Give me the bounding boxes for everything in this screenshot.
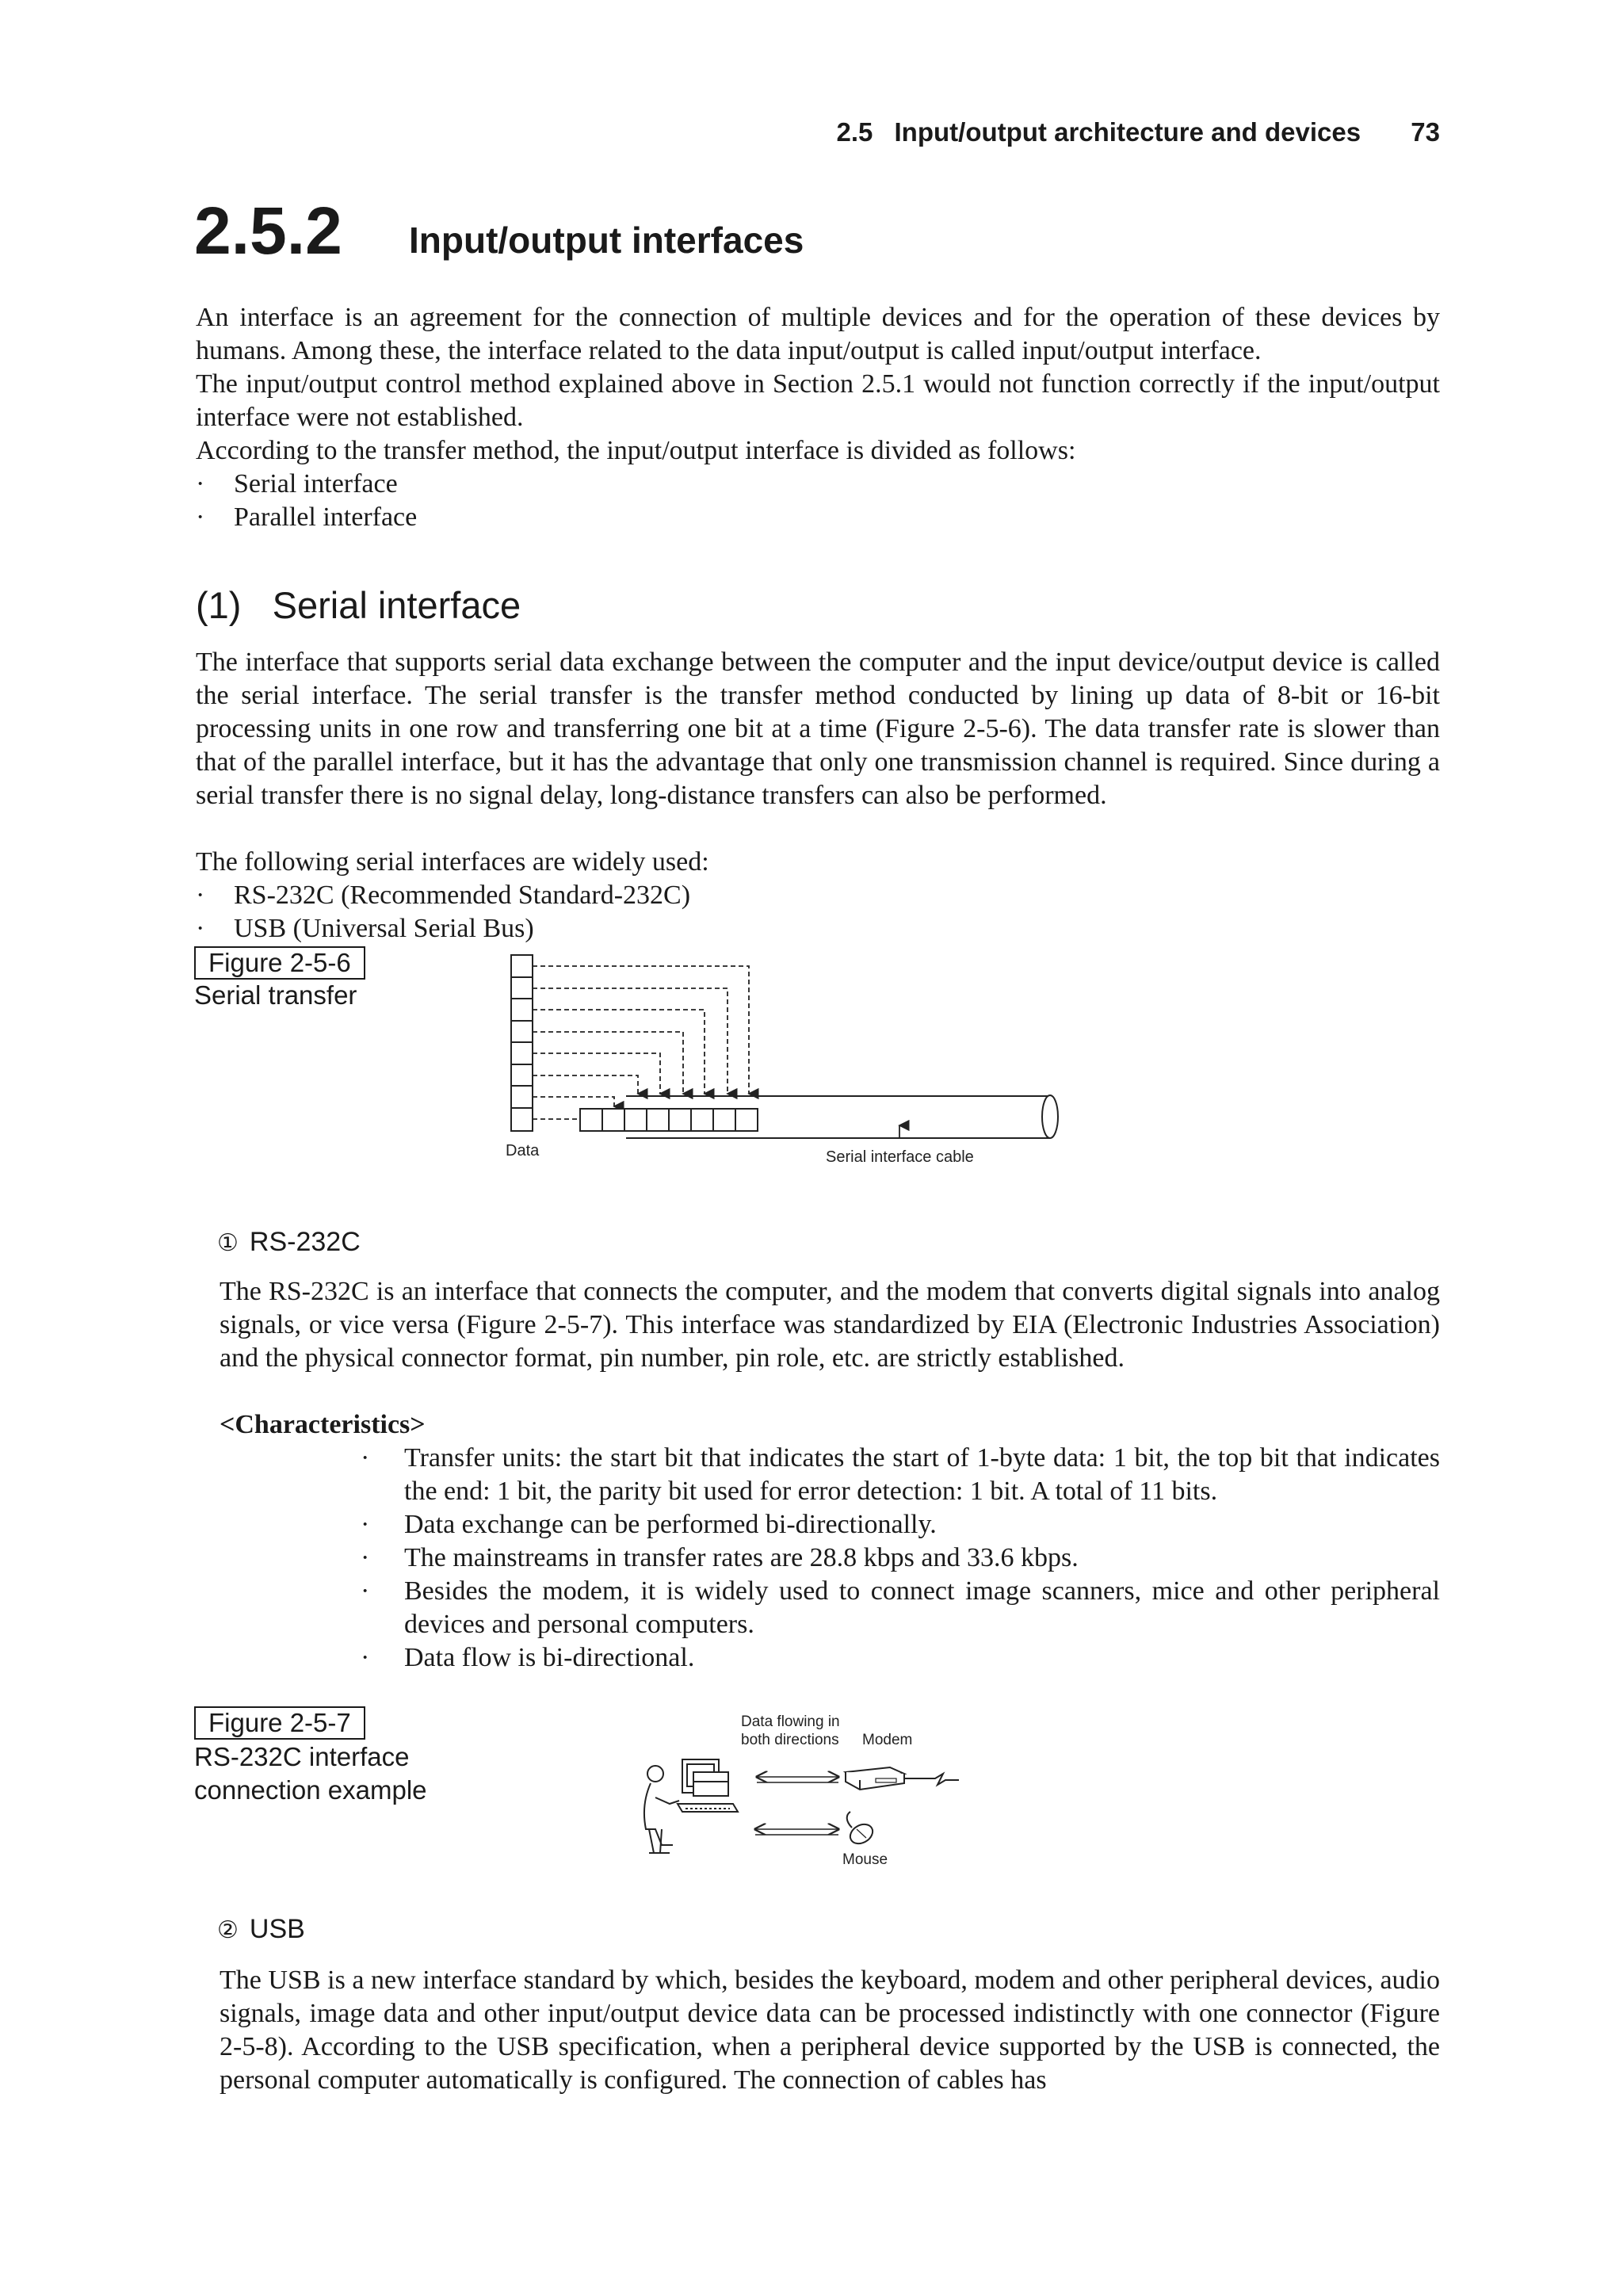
list-item: · Data exchange can be performed bi-directionally. [361, 1508, 1440, 1541]
flow-label-line-1: Data flowing in [741, 1713, 840, 1730]
running-header-section: 2.5 [836, 117, 873, 147]
figure-label: Figure 2-5-6 [194, 946, 365, 980]
list-item: · Parallel interface [196, 501, 417, 534]
page-number: 73 [1411, 117, 1440, 147]
list-item: · USB (Universal Serial Bus) [196, 912, 534, 946]
bullet-dot: · [196, 502, 205, 532]
bullet-dot: · [361, 1543, 370, 1572]
modem-icon [846, 1767, 904, 1790]
phone-line-icon [904, 1774, 959, 1785]
characteristics-list [361, 1442, 1440, 1675]
serial-paragraph-2: The following serial interfaces are widely used: [196, 847, 709, 877]
figure-caption-line-1: RS-232C interface [194, 1742, 410, 1771]
list-item: · The mainstreams in transfer rates are 28.8 kbps and 33.6 kbps. [361, 1541, 1440, 1575]
cable-label: Serial interface cable [826, 1148, 974, 1166]
mouse-icon [847, 1812, 876, 1847]
modem-label: Modem [862, 1732, 913, 1748]
item-heading-usb: ② USB [217, 1914, 305, 1944]
subsection-heading: (1) Serial interface [196, 584, 521, 626]
bullet-dot: · [361, 1643, 370, 1672]
serial-transfer-diagram [499, 951, 1070, 1173]
running-header [808, 117, 1440, 147]
characteristics-heading: <Characteristics> [220, 1410, 426, 1439]
bit-cells [580, 1109, 758, 1131]
intro-paragraph-3: According to the transfer method, the input/output interface is divided as follows: [196, 436, 1076, 465]
bullet-dot: · [361, 1443, 370, 1473]
data-register [511, 955, 533, 1131]
intro-paragraph-2: The input/output control method explained above in Section 2.5.1 would not function correctly if the input/output interface were not established. [196, 369, 1440, 432]
intro-paragraph-1: An interface is an agreement for the connection of multiple devices and for the operation of these devices by humans. Among these, the interface related to the data input/output is called input/output interface. [196, 303, 1440, 365]
user-at-computer-icon [644, 1759, 738, 1853]
list-item: · Serial interface [196, 468, 398, 501]
figure-caption: Serial transfer [194, 980, 357, 1010]
flow-label-line-2: both directions [741, 1732, 839, 1748]
rs232c-paragraph: The RS-232C is an interface that connects the computer, and the modem that converts digital signals into analog signals, or vice versa (Figure 2-5-7). This interface was standardized by EIA (Electronic Industries Association) and the physical connector format, pin number, pin role, etc. are strictly established. [220, 1277, 1440, 1373]
circled-number: ① [217, 1230, 239, 1256]
bullet-dot: · [196, 469, 205, 499]
running-header-title: Input/output architecture and devices [894, 117, 1361, 147]
usb-paragraph: The USB is a new interface standard by which, besides the keyboard, modem and other peripheral devices, audio signals, image data and other input/output device data can be processed indistinctly with one connector (Figure 2-5-8). According to the USB specification, when a peripheral device supported by the USB is connected, the personal computer automatically is configured. The connection of cables has [220, 1966, 1440, 2095]
section-title: Input/output interfaces [409, 220, 804, 261]
list-item: · Data flow is bi-directional. [361, 1641, 1440, 1675]
mouse-label: Mouse [842, 1851, 888, 1868]
serial-paragraph-1: The interface that supports serial data exchange between the computer and the input device/output device is called the serial interface. The serial transfer is the transfer method conducted by lining up data of 8-bit or 16-bit processing units in one row and transferring one bit at a time (Figure 2-5-6). The data transfer rate is slower than that of the parallel interface, but it has the advantage that only one transmission channel is required. Since during a serial transfer there is no signal delay, long-distance transfers can also be performed. [196, 648, 1440, 810]
rs232c-connection-diagram [638, 1710, 987, 1869]
list-item: · Transfer units: the start bit that indicates the start of 1-byte data: 1 bit, the top bit that indicates the end: 1 bit, the parity bit used for error detection: 1 bit. A total of 11 bits. [361, 1443, 1440, 1506]
figure-label: Figure 2-5-7 [194, 1706, 365, 1740]
item-heading-rs232c: ① RS-232C [217, 1227, 361, 1257]
list-item: · Besides the modem, it is widely used to connect image scanners, mice and other peripheral devices and personal computers. [361, 1576, 1440, 1639]
bullet-dot: · [196, 914, 205, 943]
list-item: · RS-232C (Recommended Standard-232C) [196, 879, 690, 912]
bullet-dot: · [361, 1576, 370, 1606]
data-label: Data [506, 1142, 540, 1159]
bullet-dot: · [361, 1510, 370, 1539]
section-number: 2.5.2 [194, 193, 342, 268]
bullet-dot: · [196, 881, 205, 910]
circled-number: ② [217, 1917, 239, 1943]
figure-caption-line-2: connection example [194, 1775, 427, 1805]
